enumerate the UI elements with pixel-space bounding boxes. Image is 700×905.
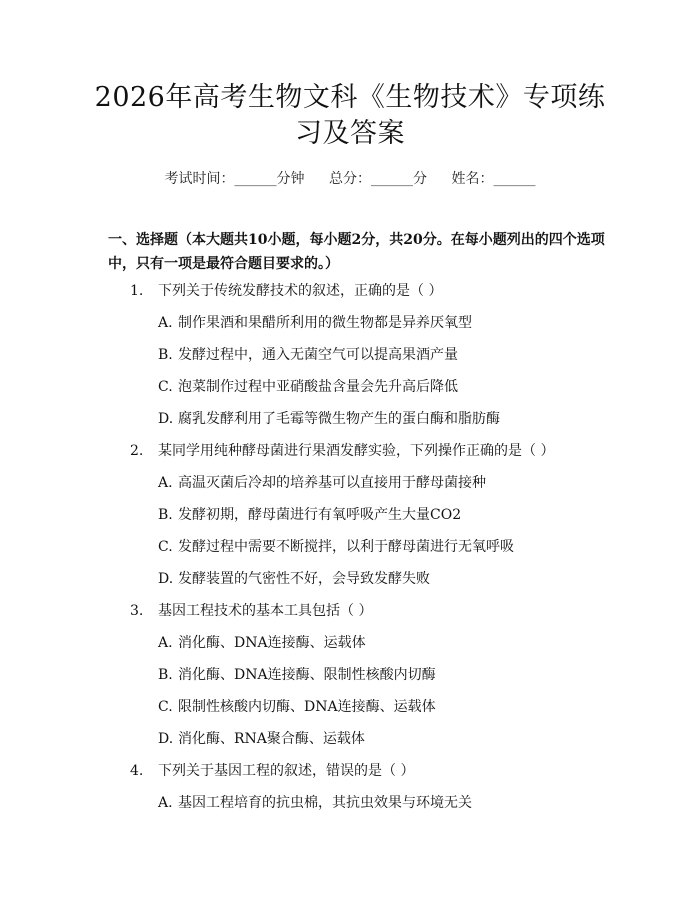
option-text: 消化酶、DNA连接酶、运载体 — [178, 635, 366, 651]
question-number: 3. — [130, 603, 144, 619]
exam-name-field: 姓名：______ — [451, 171, 536, 187]
option-letter: A. — [158, 315, 173, 331]
question-text: 某同学用纯种酵母菌进行果酒发酵实验，下列操作正确的是（ ） — [158, 443, 555, 459]
exam-score-field: 总分：______分 — [329, 171, 427, 187]
option-letter: B. — [158, 507, 173, 523]
option-letter: D. — [158, 411, 174, 427]
question-option — [158, 665, 436, 685]
question-option — [158, 377, 458, 397]
question-option — [158, 345, 458, 365]
question-text: 基因工程技术的基本工具包括（ ） — [158, 603, 373, 619]
question-stem — [130, 761, 414, 781]
option-letter: C. — [158, 379, 173, 395]
option-letter: D. — [158, 731, 174, 747]
option-text: 发酵初期，酵母菌进行有氧呼吸产生大量CO2 — [178, 507, 462, 523]
option-text: 发酵装置的气密性不好，会导致发酵失败 — [178, 571, 430, 587]
question-text: 下列关于基因工程的叙述，错误的是（ ） — [158, 763, 415, 779]
question-stem — [130, 441, 554, 461]
exam-time-field: 考试时间：______分钟 — [164, 171, 305, 187]
question-option — [158, 697, 436, 717]
question-option — [158, 633, 366, 653]
question-option — [158, 505, 461, 525]
document-title: 2026年高考生物文科《生物技术》专项练习及答案 — [94, 82, 606, 149]
question-option — [158, 313, 472, 333]
question-option — [158, 537, 514, 557]
question-number: 1. — [130, 283, 144, 299]
question-option — [158, 729, 365, 749]
question-text: 下列关于传统发酵技术的叙述，正确的是（ ） — [158, 283, 443, 299]
option-letter: A. — [158, 635, 173, 651]
question-number: 2. — [130, 443, 144, 459]
option-text: 高温灭菌后冷却的培养基可以直接用于酵母菌接种 — [178, 475, 486, 491]
exam-meta — [0, 168, 700, 188]
question-option — [158, 793, 472, 813]
option-letter: A. — [158, 795, 173, 811]
option-letter: B. — [158, 347, 173, 363]
option-letter: B. — [158, 667, 173, 683]
question-option — [158, 569, 430, 589]
question-option — [158, 409, 500, 429]
option-text: 发酵过程中，通入无菌空气可以提高果酒产量 — [178, 347, 458, 363]
option-text: 消化酶、RNA聚合酶、运载体 — [178, 731, 365, 747]
option-text: 限制性核酸内切酶、DNA连接酶、运载体 — [178, 699, 436, 715]
option-text: 基因工程培育的抗虫棉，其抗虫效果与环境无关 — [178, 795, 472, 811]
option-text: 消化酶、DNA连接酶、限制性核酸内切酶 — [178, 667, 436, 683]
section-heading: 一、选择题（本大题共10小题，每小题2分，共20分。在每小题列出的四个选项中，只有一项是最符合题目要求的。） — [108, 232, 605, 272]
option-text: 发酵过程中需要不断搅拌，以利于酵母菌进行无氧呼吸 — [178, 539, 514, 555]
question-stem — [130, 601, 372, 621]
question-option — [158, 473, 486, 493]
option-letter: C. — [158, 539, 173, 555]
option-text: 制作果酒和果醋所利用的微生物都是异养厌氧型 — [178, 315, 472, 331]
option-text: 腐乳发酵利用了毛霉等微生物产生的蛋白酶和脂肪酶 — [178, 411, 500, 427]
question-stem — [130, 281, 442, 301]
question-number: 4. — [130, 763, 144, 779]
option-letter: D. — [158, 571, 174, 587]
option-text: 泡菜制作过程中亚硝酸盐含量会先升高后降低 — [178, 379, 458, 395]
option-letter: A. — [158, 475, 173, 491]
option-letter: C. — [158, 699, 173, 715]
